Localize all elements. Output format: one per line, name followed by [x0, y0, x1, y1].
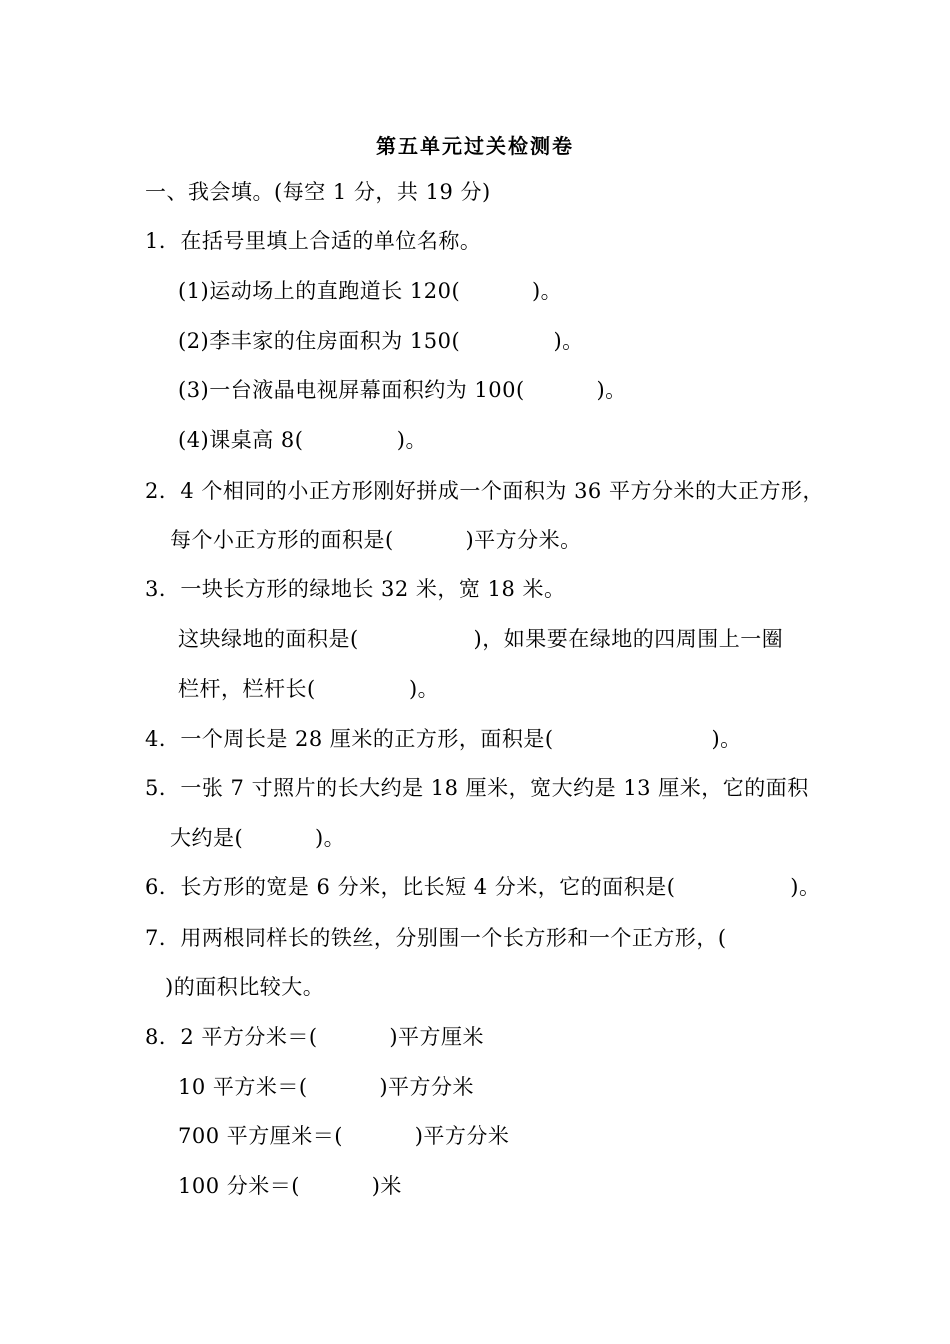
question-5-line-1: 5．一张 7 寸照片的长大约是 18 厘米，宽大约是 13 厘米，它的面积 — [145, 776, 809, 800]
question-1-part-1: (1)运动场上的直跑道长 120( )。 — [178, 279, 563, 303]
question-1-part-2: (2)李丰家的住房面积为 150( )。 — [178, 329, 584, 353]
question-3-line-3: 栏杆，栏杆长( )。 — [178, 677, 440, 701]
question-3-line-1: 3．一块长方形的绿地长 32 米，宽 18 米。 — [145, 577, 566, 601]
question-7-line-1: 7．用两根同样长的铁丝，分别围一个长方形和一个正方形，( — [145, 926, 727, 950]
question-8-line-4: 100 分米＝( )米 — [178, 1174, 402, 1198]
question-6-line-1: 6．长方形的宽是 6 分米，比长短 4 分米，它的面积是( )。 — [145, 875, 821, 899]
question-2-line-1: 2．4 个相同的小正方形刚好拼成一个面积为 36 平方分米的大正方形， — [145, 479, 824, 503]
question-8-line-1: 8．2 平方分米＝( )平方厘米 — [145, 1025, 485, 1049]
question-4-line-1: 4．一个周长是 28 厘米的正方形，面积是( )。 — [145, 727, 742, 751]
question-3-line-2: 这块绿地的面积是( )，如果要在绿地的四周围上一圈 — [178, 627, 784, 651]
question-5-line-2: 大约是( )。 — [170, 826, 346, 850]
section-heading: 一、我会填。(每空 1 分，共 19 分) — [145, 180, 491, 204]
question-1-part-3: (3)一台液晶电视屏幕面积约为 100( )。 — [178, 378, 627, 402]
question-8-line-3: 700 平方厘米＝( )平方分米 — [178, 1124, 510, 1148]
question-7-line-2: )的面积比较大。 — [165, 975, 325, 999]
page-title: 第五单元过关检测卷 — [376, 134, 574, 158]
question-1-stem: 1．在括号里填上合适的单位名称。 — [145, 229, 482, 253]
question-1-part-4: (4)课桌高 8( )。 — [178, 428, 427, 452]
question-2-line-2: 每个小正方形的面积是( )平方分米。 — [170, 528, 582, 552]
question-8-line-2: 10 平方米＝( )平方分米 — [178, 1075, 475, 1099]
